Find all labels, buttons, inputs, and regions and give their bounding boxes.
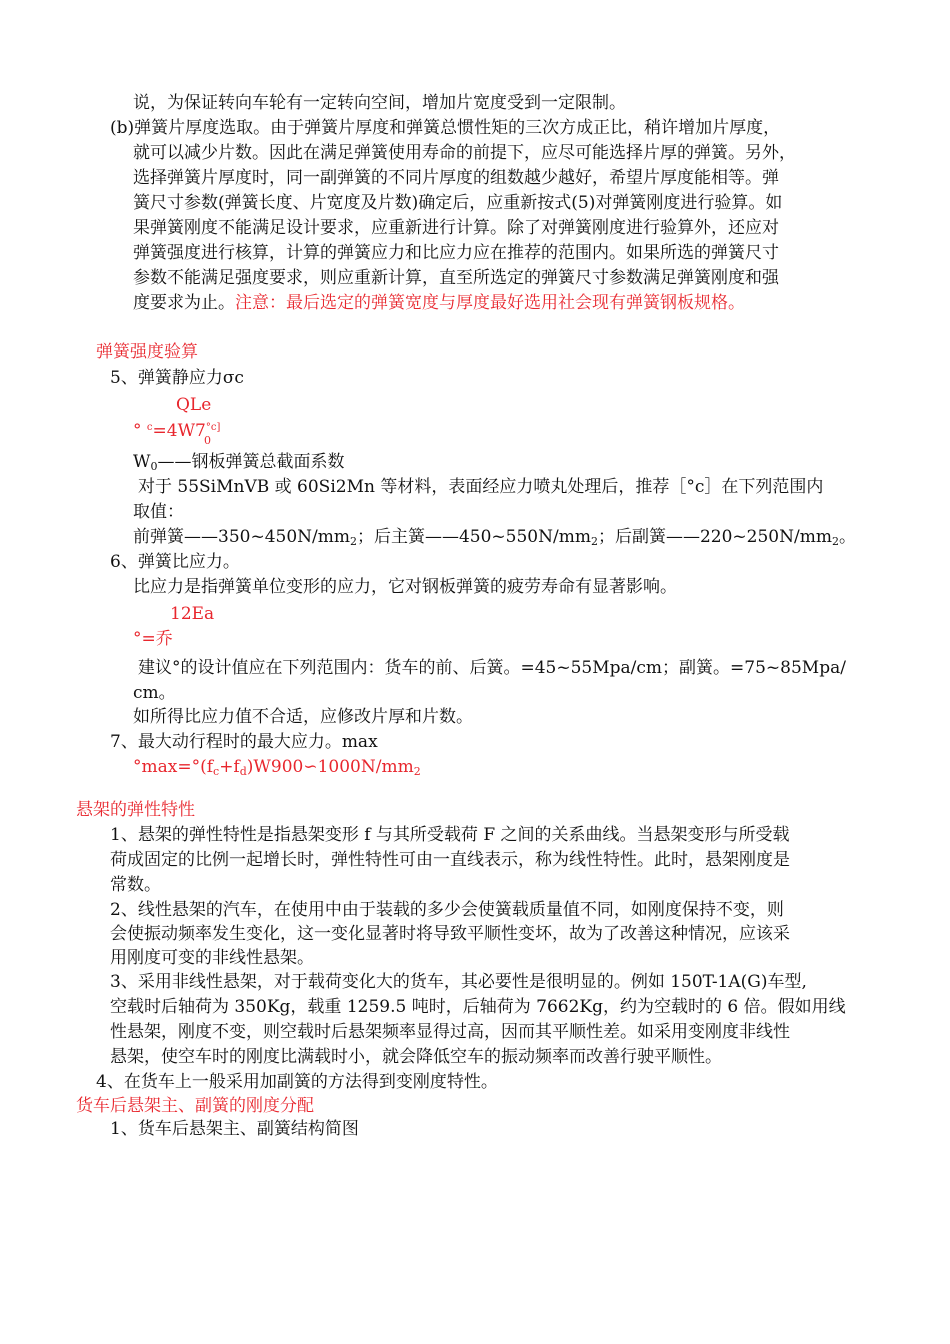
formula-numerator: 12Ea: [170, 604, 215, 624]
formula-part: )W900∽1000N/mm: [246, 757, 414, 777]
body-line: 1、悬架的弹性特性是指悬架变形 f 与其所受载荷 F 之间的关系曲线。当悬架变形与所受载: [110, 825, 790, 845]
body-line: 6、弹簧比应力。: [110, 552, 240, 572]
body-line: 选择弹簧片厚度时，同一副弹簧的不同片厚度的组数越少越好，希望片厚度能相等。弹: [133, 168, 779, 188]
body-line: 如所得比应力值不合适，应修改片厚和片数。: [133, 707, 473, 727]
section-heading: 弹簧强度验算: [96, 342, 198, 362]
body-line: 簧尺寸参数(弹簧长度、片宽度及片数)确定后，应重新按式(5)对弹簧刚度进行验算。如: [133, 193, 783, 213]
subscript: 2: [349, 535, 357, 548]
body-line: 空载时后轴荷为 350Kg，载重 1259.5 吨时，后轴荷为 7662Kg，约为空载时的 6 倍。假如用线: [110, 997, 846, 1017]
body-line: 说，为保证转向车轮有一定转向空间，增加片宽度受到一定限制。: [133, 93, 626, 113]
formula-numerator: QLe: [176, 395, 212, 415]
body-line: 4、在货车上一般采用加副簧的方法得到变刚度特性。: [96, 1072, 498, 1092]
subscript: c: [213, 765, 220, 778]
body-line: 性悬架，刚度不变，则空载时后悬架频率显得过高，因而其平顺性差。如采用变刚度非线性: [110, 1022, 790, 1042]
body-line: 2、线性悬架的汽车，在使用中由于装载的多少会使簧载质量值不同，如刚度保持不变，则: [110, 900, 784, 920]
body-line: 比应力是指弹簧单位变形的应力，它对钢板弹簧的疲劳寿命有显著影响。: [133, 577, 677, 597]
subscript: 2: [831, 535, 839, 548]
body-line: 建议°的设计值应在下列范围内：货车的前、后簧。=45~55Mpa/cm；副簧。=75~85Mpa/: [138, 658, 846, 678]
body-text: 前弹簧——350~450N/mm: [133, 527, 350, 547]
body-line: 5、弹簧静应力σc: [110, 368, 244, 388]
body-line: cm。: [133, 683, 176, 703]
body-line: 1、货车后悬架主、副簧结构简图: [110, 1119, 359, 1139]
formula-part: +f: [219, 757, 240, 777]
body-line: 荷成固定的比例一起增长时，弹性特性可由一直线表示，称为线性特性。此时，悬架刚度是: [110, 850, 790, 870]
body-text: 度要求为止。: [133, 293, 235, 313]
section-heading: 货车后悬架主、副簧的刚度分配: [76, 1096, 314, 1116]
subscript: 2: [590, 535, 598, 548]
formula-part: °max=°(f: [133, 757, 214, 777]
body-line: [133, 291, 745, 315]
formula-part: c: [146, 422, 153, 433]
body-text: 。: [838, 527, 856, 547]
formula-part: =4W7: [152, 421, 206, 441]
body-text: ；后副簧——220~250N/mm: [597, 527, 832, 547]
body-line: 7、最大动行程时的最大应力。max: [110, 732, 378, 752]
body-text: ——钢板弹簧总截面系数: [157, 452, 345, 472]
formula-part: °: [133, 421, 142, 441]
body-line: 弹簧强度进行核算，计算的弹簧应力和比应力应在推荐的范围内。如果所选的弹簧尺寸: [133, 243, 779, 263]
body-line: 果弹簧刚度不能满足设计要求，应重新进行计算。除了对弹簧刚度进行验算外，还应对: [133, 218, 779, 238]
body-line: 对于 55SiMnVB 或 60Si2Mn 等材料，表面经应力喷丸处理后，推荐［°c］在下列范围内: [138, 477, 824, 497]
body-line: 参数不能满足强度要求，则应重新计算，直至所选定的弹簧尺寸参数满足弹簧刚度和强: [133, 268, 779, 288]
body-line: 取值：: [133, 502, 184, 522]
subscript: 0: [150, 460, 158, 473]
formula-subscript: 0: [204, 434, 211, 447]
note-text: 注意：最后选定的弹簧宽度与厚度最好选用社会现有弹簧钢板规格。: [235, 293, 745, 313]
body-text: ；后主簧——450~550N/mm: [356, 527, 591, 547]
body-line: 会使振动频率发生变化，这一变化显著时将导致平顺性变坏，故为了改善这种情况，应该采: [110, 924, 790, 944]
formula-line: °=乔: [133, 629, 173, 649]
body-line: 3、采用非线性悬架，对于载荷变化大的货车，其必要性是很明显的。例如 150T-1A(G)车型,: [110, 972, 807, 992]
body-line: [133, 525, 856, 554]
body-text: W: [133, 452, 151, 472]
subscript: d: [239, 765, 247, 778]
body-line: 悬架，使空车时的刚度比满载时小，就会降低空车的振动频率而改善行驶平顺性。: [110, 1047, 722, 1067]
formula-line: [133, 755, 421, 784]
body-line: 常数。: [110, 875, 161, 895]
formula-part: °c]: [205, 422, 221, 433]
subscript: 2: [413, 765, 421, 778]
body-line: 用刚度可变的非线性悬架。: [110, 948, 314, 968]
section-heading: 悬架的弹性特性: [76, 800, 195, 820]
body-line: 就可以减少片数。因此在满足弹簧使用寿命的前提下，应尽可能选择片厚的弹簧。另外，: [133, 143, 796, 163]
body-line: (b)弹簧片厚度选取。由于弹簧片厚度和弹簧总惯性矩的三次方成正比，稍许增加片厚度，: [110, 118, 781, 138]
